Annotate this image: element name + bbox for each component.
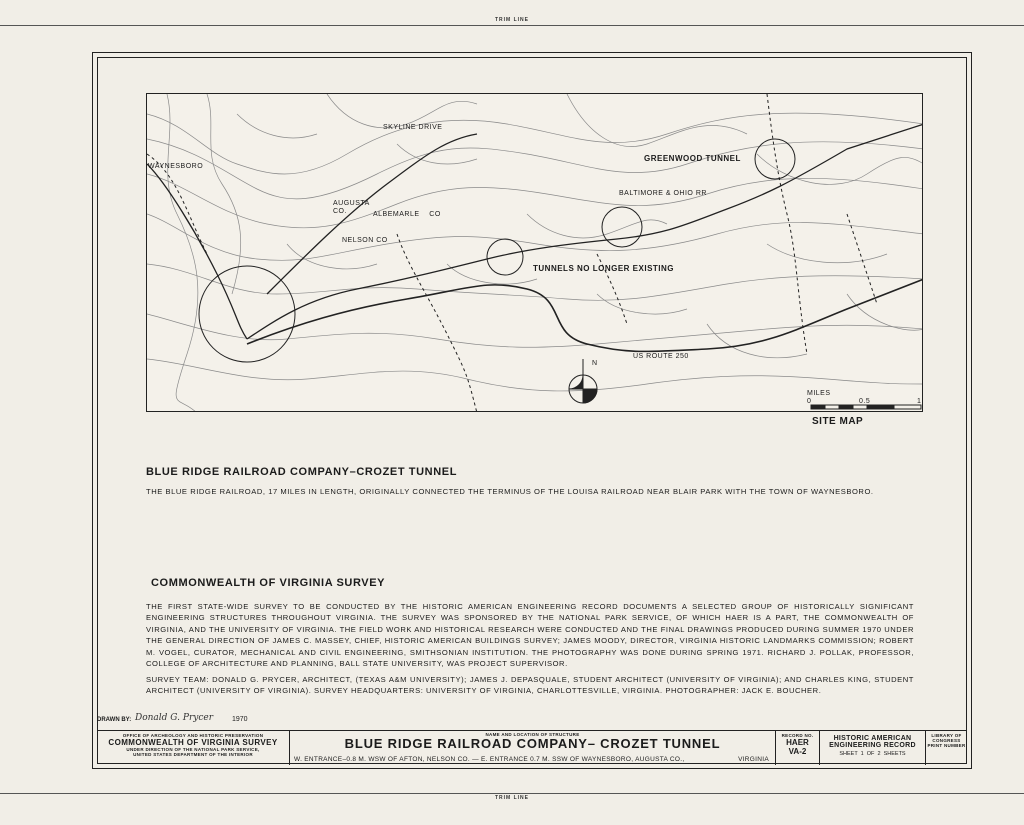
haer-line-2: ENGINEERING RECORD bbox=[829, 742, 916, 749]
record-number-label: RECORD NO. bbox=[781, 733, 814, 738]
title-block-office bbox=[97, 731, 289, 765]
survey-paragraph: THE FIRST STATE-WIDE SURVEY TO BE CONDUCTED BY THE HISTORIC AMERICAN ENGINEERING RECORD DOCUMENTS A SELECTED GROUP OF HISTORICALLY SIGNIFICANT ENGINEERING STRUCTURES THROUGHOUT VIRGINIA. THE SURVEY WAS SPONSORED BY THE NATIONAL PARK SERVICE, OF WHICH HAER IS A PART, THE COMMONWEALTH OF VIRGINIA, AND THE UNIVERSITY OF VIRGINIA. THE FIELD WORK AND HISTORICAL RESEARCH WERE CONDUCTED AND THE FINAL DRAWINGS PRODUCED DURING SUMMER 1970 UNDER THE GENERAL DIRECTION OF JAMES C. MASSEY, CHIEF, HISTORIC AMERICAN BUILDINGS SURVEY; JAMES MOODY, DIRECTOR, VIRGINIA HISTORIC LANDMARKS COMMISSION; ROBERT M. VOGEL, CURATOR, MECHANICAL AND CIVIL ENGINEERING, SMITHSONIAN INSTITUTION. THE PHOTOGRAPHY WAS DONE DURING SPRING 1971. RICHARD J. POLLAK, PROFESSOR, COLLEGE OF ARCHITECTURE AND PLANNING, BALL STATE UNIVERSITY, WAS PROJECT SUPERVISOR. bbox=[146, 602, 914, 669]
record-number-1: HAER bbox=[786, 738, 809, 747]
site-map-drawing bbox=[147, 94, 923, 412]
map-label-waynesboro: WAYNESBORO bbox=[148, 163, 204, 170]
office-line-1: OFFICE OF ARCHEOLOGY AND HISTORIC PRESERVATION bbox=[122, 733, 264, 738]
site-map bbox=[146, 93, 923, 412]
drawing-year: 1970 bbox=[232, 716, 248, 723]
trim-line-top bbox=[0, 25, 1024, 26]
record-number-2: VA-2 bbox=[788, 747, 807, 756]
map-label-bo-railroad: BALTIMORE & OHIO RR bbox=[619, 190, 707, 197]
map-label-augusta-county: AUGUSTA bbox=[333, 200, 370, 207]
map-label-us-route-250: US ROUTE 250 bbox=[633, 353, 689, 360]
library-line-1: LIBRARY OF CONGRESS bbox=[931, 733, 962, 743]
section-text-commonwealth-survey bbox=[146, 601, 914, 669]
title-block-record-number bbox=[775, 731, 819, 765]
structure-state: VIRGINIA bbox=[738, 756, 769, 763]
title-block bbox=[97, 730, 967, 764]
office-line-4: UNITED STATES DEPARTMENT OF THE INTERIOR bbox=[133, 752, 253, 757]
blue-ridge-paragraph: THE BLUE RIDGE RAILROAD, 17 MILES IN LENGTH, ORIGINALLY CONNECTED THE TERMINUS OF THE LOUISA RAILROAD NEAR BLAIR PARK WITH THE TOWN OF WAYNESBORO. bbox=[146, 487, 874, 496]
drawn-by-signature: Donald G. Prycer bbox=[135, 713, 213, 723]
map-label-greenwood-tunnel: GREENWOOD TUNNEL bbox=[644, 154, 741, 163]
structure-location: W. ENTRANCE–0.8 M. WSW OF AFTON, NELSON CO. — E. ENTRANCE 0.7 M. SSW OF WAYNESBORO, AUGUSTA CO., bbox=[294, 756, 685, 763]
survey-team-text bbox=[146, 674, 914, 697]
title-block-haer bbox=[819, 731, 925, 765]
trim-line-top-label: TRIM LINE bbox=[495, 17, 529, 23]
section-text-blue-ridge bbox=[146, 486, 884, 497]
survey-team-paragraph: SURVEY TEAM: DONALD G. PRYCER, ARCHITECT, (TEXAS A&M UNIVERSITY); JAMES J. DEPASQUALE, STUDENT ARCHITECT (UNIVERSITY OF VIRGINIA); AND CHARLES KING, STUDENT ARCHITECT (UNIVERSITY OF VIRGINIA). SURVEY HEADQUARTERS: UNIVERSITY OF VIRGINIA, CHARLOTTESVILLE, VIRGINIA. PHOTOGRAPHER: JACK E. BOUCHER. bbox=[146, 675, 914, 696]
map-label-albemarle-county: ALBEMARLE CO bbox=[373, 211, 441, 218]
map-label-miles: MILES bbox=[807, 390, 831, 397]
map-label-augusta-county-co: CO. bbox=[333, 208, 347, 215]
title-block-library bbox=[925, 731, 967, 765]
drawn-by-label: DRAWN BY: bbox=[97, 717, 132, 723]
site-map-caption: SITE MAP bbox=[812, 416, 864, 427]
trim-line-bottom-label: TRIM LINE bbox=[495, 795, 529, 801]
map-label-tunnels-no-longer-existing: TUNNELS NO LONGER EXISTING bbox=[533, 264, 675, 273]
sheet-number: SHEET 1 OF 2 SHEETS bbox=[839, 751, 906, 757]
map-label-skyline-drive: SKYLINE DRIVE bbox=[383, 124, 443, 131]
library-line-2: PRINT NUMBER bbox=[927, 743, 966, 748]
map-label-north: N bbox=[592, 360, 598, 367]
map-label-nelson-county: NELSON CO bbox=[342, 237, 388, 244]
structure-name-label: NAME AND LOCATION OF STRUCTURE bbox=[485, 732, 580, 737]
haer-line-1: HISTORIC AMERICAN bbox=[833, 735, 912, 742]
map-label-scale-half: 0.5 bbox=[859, 398, 871, 405]
section-heading-blue-ridge: BLUE RIDGE RAILROAD COMPANY–CROZET TUNNEL bbox=[146, 466, 458, 478]
section-heading-commonwealth-survey: COMMONWEALTH OF VIRGINIA SURVEY bbox=[151, 577, 386, 589]
office-line-2: COMMONWEALTH OF VIRGINIA SURVEY bbox=[108, 738, 278, 747]
map-label-scale-0: 0 bbox=[807, 398, 812, 405]
structure-name: BLUE RIDGE RAILROAD COMPANY– CROZET TUNNEL bbox=[344, 736, 721, 751]
trim-line-bottom bbox=[0, 793, 1024, 794]
office-line-3: UNDER DIRECTION OF THE NATIONAL PARK SERVICE, bbox=[126, 747, 260, 752]
title-block-structure bbox=[289, 731, 775, 765]
map-label-scale-1: 1 bbox=[917, 398, 922, 405]
